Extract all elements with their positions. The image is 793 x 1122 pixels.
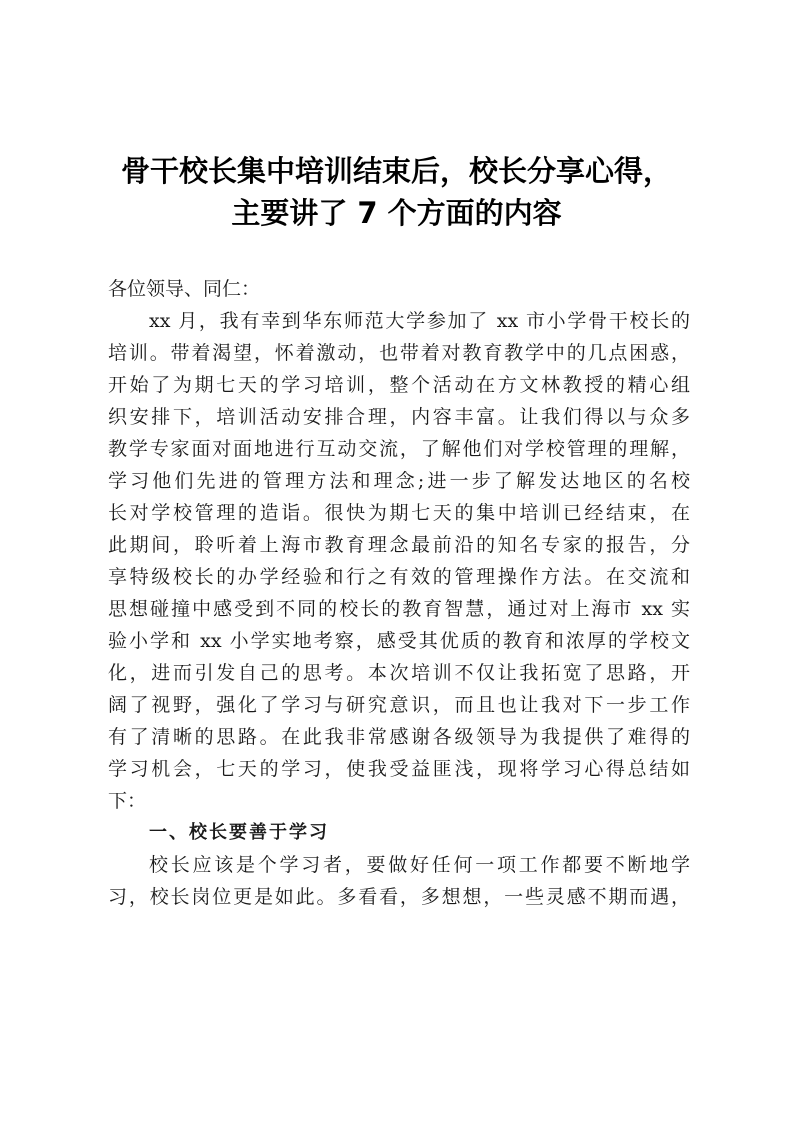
paragraph-line: 织安排下，培训活动安排合理，内容丰富。让我们得以与众多: [108, 406, 690, 428]
title-line: 骨干校长集中培训结束后，校长分享心得，: [120, 154, 672, 188]
document-title: [80, 150, 713, 234]
paragraph-line: 学习他们先进的管理方法和理念;进一步了解发达地区的名校: [108, 470, 690, 492]
paragraph-line: 验小学和 xx 小学实地考察，感受其优质的教育和浓厚的学校文: [108, 630, 690, 652]
paragraph-line: 此期间，聆听着上海市教育理念最前沿的知名专家的报告，分: [108, 534, 690, 556]
paragraph-line: 习，校长岗位更是如此。多看看，多想想，一些灵感不期而遇，: [108, 886, 690, 908]
paragraph-line: 学习机会，七天的学习，使我受益匪浅，现将学习心得总结如: [108, 758, 690, 780]
title-line: 主要讲了 7 个方面的内容: [231, 196, 562, 230]
section-heading: 一、校长要善于学习: [149, 822, 329, 843]
paragraph-line: 开始了为期七天的学习培训，整个活动在方文林教授的精心组: [108, 374, 690, 396]
salutation: 各位领导、同仁：: [108, 278, 261, 300]
paragraph-line: 阔了视野，强化了学习与研究意识，而且也让我对下一步工作: [108, 694, 690, 716]
paragraph-line: 享特级校长的办学经验和行之有效的管理操作方法。在交流和: [108, 566, 690, 588]
document-body: [108, 273, 690, 913]
paragraph-line: 有了清晰的思路。在此我非常感谢各级领导为我提供了难得的: [108, 726, 690, 748]
paragraph-line: xx 月，我有幸到华东师范大学参加了 xx 市小学骨干校长的: [149, 310, 690, 332]
paragraph-line: 校长应该是个学习者，要做好任何一项工作都要不断地学: [149, 854, 690, 876]
paragraph-line: 下：: [108, 790, 147, 812]
paragraph-line: 教学专家面对面地进行互动交流，了解他们对学校管理的理解，: [108, 438, 690, 460]
paragraph-line: 培训。带着渴望，怀着激动，也带着对教育教学中的几点困惑，: [108, 342, 690, 364]
paragraph-line: 长对学校管理的造诣。很快为期七天的集中培训已经结束，在: [108, 502, 690, 524]
paragraph-line: 思想碰撞中感受到不同的校长的教育智慧，通过对上海市 xx 实: [108, 598, 690, 620]
paragraph-line: 化，进而引发自己的思考。本次培训不仅让我拓宽了思路，开: [108, 662, 690, 684]
